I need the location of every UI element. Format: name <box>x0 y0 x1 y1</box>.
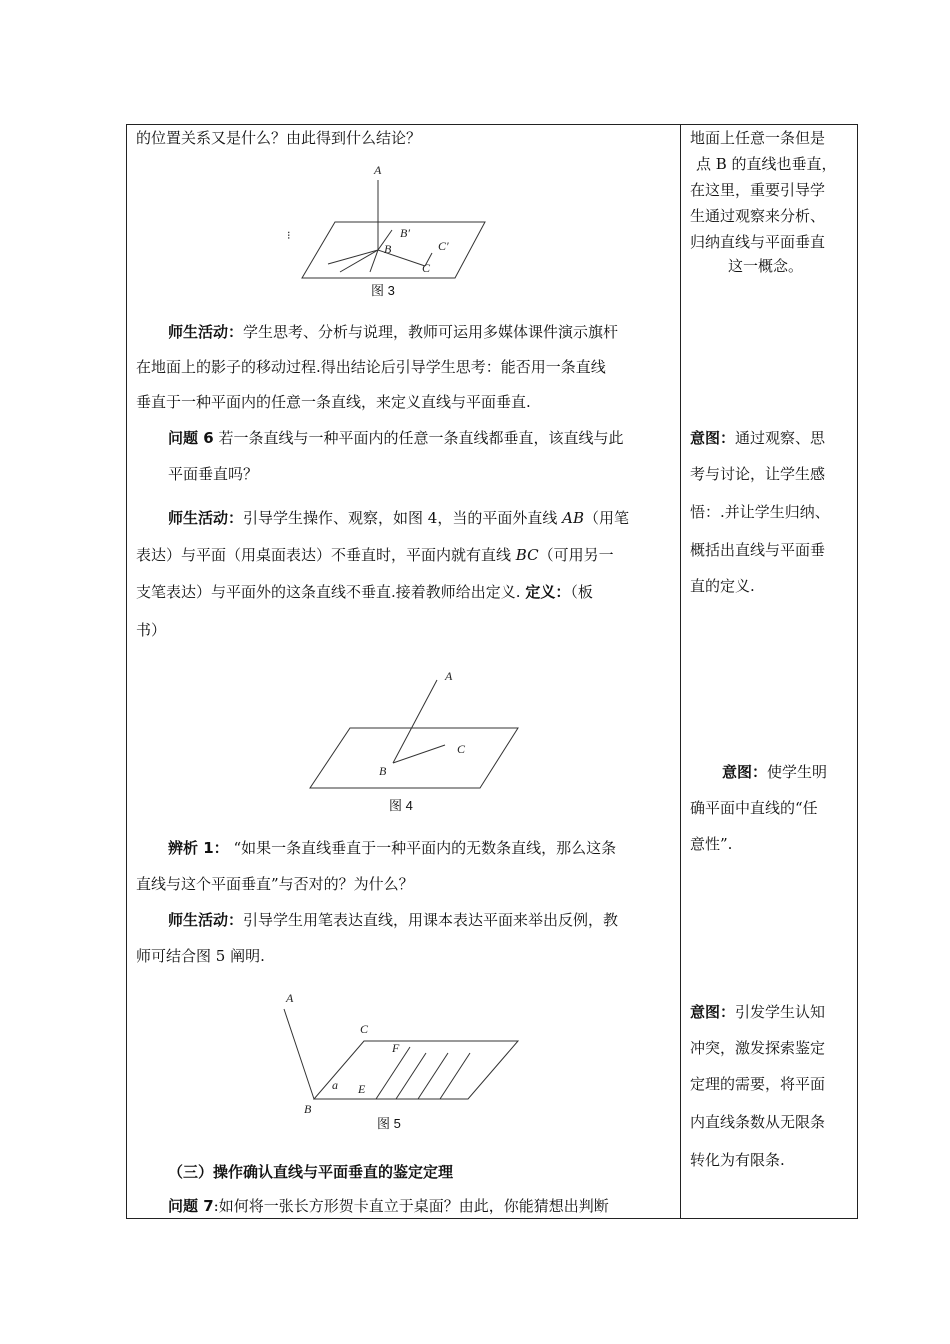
column-divider <box>680 124 681 1219</box>
fig3-edge-mark: ⁝ <box>287 229 291 242</box>
note-2-line-4: 概括出直线与平面垂 <box>690 541 826 559</box>
fig3-label-b: B <box>384 242 392 256</box>
fig4-caption: 图 4 <box>389 798 413 813</box>
note-1-line-4: 生通过观察来分析、 <box>690 207 826 225</box>
fig3-label-c: C <box>422 261 431 275</box>
fig3-label-b1: B′ <box>400 226 410 240</box>
question-6-line-1: 问题 6 若一条直线与一种平面内的任意一条直线都垂直，该直线与此 <box>168 429 624 447</box>
note-2-line-3: 悟：.并让学生归纳、 <box>690 503 830 521</box>
paragraph-2-line-3: 支笔表达）与平面外的这条直线不垂直.接着教师给出定义. 定义：（板 <box>136 583 593 601</box>
note-1-line-6: 这一概念。 <box>728 257 804 275</box>
paragraph-1-line-3: 垂直于一种平面内的任意一条直线，来定义直线与平面垂直. <box>136 393 531 411</box>
note-3-line-2: 确平面中直线的“任 <box>690 799 818 817</box>
note-1-line-3: 在这里，重要引导学 <box>690 181 826 199</box>
note-2-line-1: 意图：通过观察、思 <box>690 429 826 447</box>
note-2-line-5: 直的定义. <box>690 577 755 595</box>
note-4-line-1: 意图：引发学生认知 <box>690 1003 826 1021</box>
note-1-line-2: 点 B 的直线也垂直， <box>696 155 837 173</box>
figure-4 <box>305 660 525 795</box>
fig4-label-c: C <box>457 742 466 756</box>
fig5-caption: 图 5 <box>377 1116 401 1131</box>
fig5-label-alpha: a <box>332 1078 338 1092</box>
fig5-label-a: A <box>286 991 294 1005</box>
paragraph-1-line-2: 在地面上的影子的移动过程.得出结论后引导学生思考：能否用一条直线 <box>136 358 606 376</box>
fig3-label-a: A <box>374 163 382 177</box>
fig5-label-c: C <box>360 1022 369 1036</box>
figure-5 <box>278 985 528 1115</box>
note-3-line-3: 意性”. <box>690 835 733 853</box>
fig4-label-a: A <box>445 669 453 683</box>
note-4-line-2: 冲突，激发探索鉴定 <box>690 1039 826 1057</box>
fig4-label-b: B <box>379 764 387 778</box>
note-4-line-5: 转化为有限条. <box>690 1151 785 1169</box>
discrimination-1-line-2: 直线与这个平面垂直”与否对的？为什么？ <box>136 875 414 893</box>
note-4-line-4: 内直线条数从无限条 <box>690 1113 826 1131</box>
figure-3 <box>280 160 500 300</box>
fig5-label-b: B <box>304 1102 312 1115</box>
fig5-label-f: F <box>392 1041 400 1055</box>
text-line: 的位置关系又是什么？由此得到什么结论？ <box>136 129 422 147</box>
fig3-caption: 图 3 <box>371 283 395 298</box>
paragraph-2-line-1: 师生活动：引导学生操作、观察，如图 4，当的平面外直线 AB（用笔 <box>168 509 629 527</box>
discrimination-1-line-1: 辨析 1： “如果一条直线垂直于一种平面内的无数条直线，那么这条 <box>168 839 617 857</box>
fig3-label-c1: C′ <box>438 239 449 253</box>
section-3-heading: （三）操作确认直线与平面垂直的鉴定定理 <box>168 1163 454 1181</box>
paragraph-3-line-2: 师可结合图 5 阐明. <box>136 947 265 965</box>
note-4-line-3: 定理的需要，将平面 <box>690 1075 826 1093</box>
question-7-line: 问题 7:如何将一张长方形贺卡直立于桌面？由此，你能猜想出判断 <box>168 1197 609 1215</box>
paragraph-2-line-2: 表达）与平面（用桌面表达）不垂直时，平面内就有直线 BC（可用另一 <box>136 546 614 564</box>
paragraph-1-line-1: 师生活动：学生思考、分析与说理，教师可运用多媒体课件演示旗杆 <box>168 323 619 341</box>
note-3-line-1: 意图：使学生明 <box>722 763 828 781</box>
paragraph-3-line-1: 师生活动：引导学生用笔表达直线，用课本表达平面来举出反例，教 <box>168 911 619 929</box>
question-6-line-2: 平面垂直吗？ <box>168 465 259 483</box>
paragraph-2-line-4: 书） <box>136 621 167 639</box>
note-2-line-2: 考与讨论，让学生感 <box>690 465 826 483</box>
note-1-line-5: 归纳直线与平面垂直 <box>690 233 826 251</box>
note-1-line-1: 地面上任意一条但是 <box>690 129 826 147</box>
fig5-label-e: E <box>358 1082 366 1096</box>
